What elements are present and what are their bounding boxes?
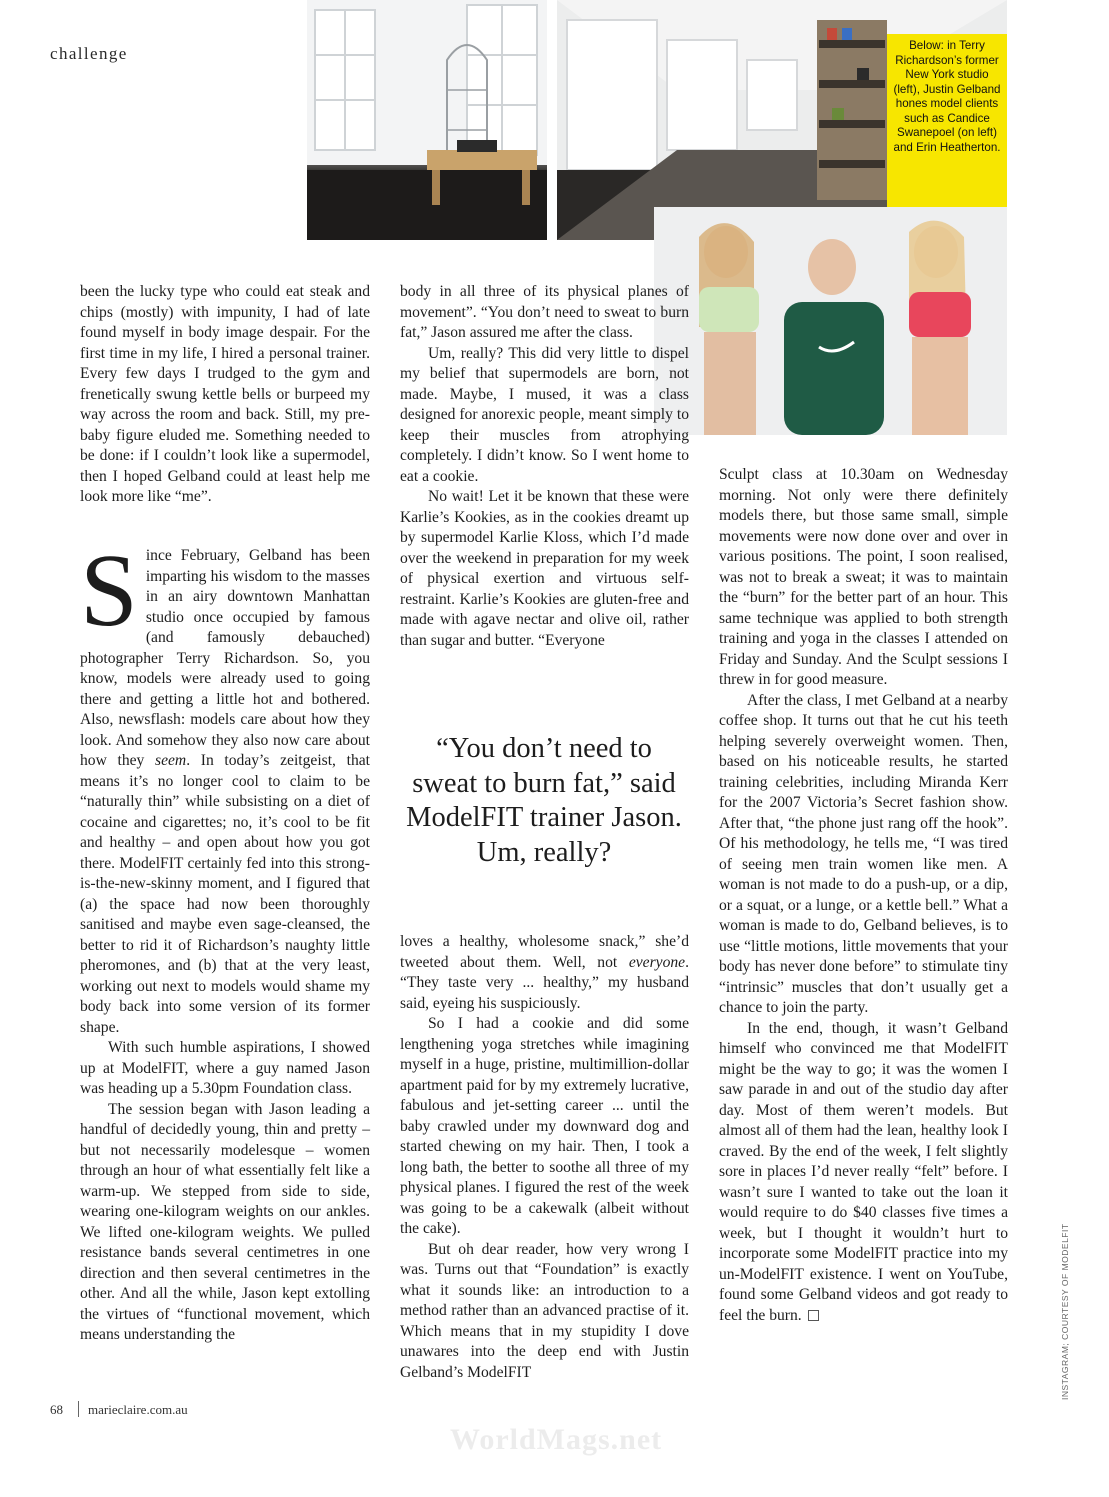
footer-divider (78, 1401, 79, 1417)
photo-credit: INSTAGRAM; COURTESY OF MODELFIT (1060, 1223, 1070, 1400)
body-paragraph: But oh dear reader, how very wrong I was. Turns out that “Foundation” is exactly what it sounds like: an introduction to a method rather than an advanced practise of it. Which means that in my stupidity I dove unawares into the deep end with Justin Gelband’s ModelFIT (400, 1240, 689, 1381)
footer-website: marieclaire.com.au (88, 1402, 188, 1417)
end-mark-icon (808, 1310, 819, 1321)
article-column-1-top (80, 282, 370, 508)
pull-quote: “You don’t need to sweat to burn fat,” said ModelFIT trainer Jason. Um, really? (406, 733, 682, 868)
body-paragraph: In the end, though, it wasn’t Gelband himself who convinced me that ModelFIT might be the way to go; it was the women I saw parade in and out of the studio day after day. Most of them weren’t models. But almost all of them had the lean, healthy look I craved. By the end of the week, I felt slightly sore in places I’d never really “felt” before. I wasn’t sure I wanted to take out the loan it would require to do $40 classes five times a week, but I thought it wouldn’t hurt to incorporate some ModelFIT practice into my un-ModelFIT existence. I went on YouTube, found some Gelband videos and got ready to feel the burn. (719, 1019, 1008, 1324)
trainer-with-models-photo (654, 207, 1007, 435)
trainer-with-models-illustration (654, 207, 1007, 435)
article-column-3 (719, 465, 1008, 1326)
body-paragraph: loves a healthy, wholesome snack,” she’d tweeted about them. Well, not everyone. “They taste very ... healthy,” my husband said, eyeing his suspiciously. (400, 933, 689, 1012)
section-label: challenge (50, 44, 128, 63)
body-paragraph: Sculpt class at 10.30am on Wednesday morning. Not only were there definitely models there, but those same small, simple movements were now done over and over in various positions. The point, I soon realised, was not to break a sweat; it was to maintain the “burn” for the better part of an hour. This same technique was applied to both strength training and yoga in the classes I attended on Friday and Sunday. And the Sculpt sessions I threw in for good measure. (719, 466, 1008, 688)
body-paragraph: After the class, I met Gelband at a nearby coffee shop. It turns out that he cut his teeth helping severely overweight women. Then, based on his noticeable results, he started training celebrities, including Miranda Kerr for the 2007 Victoria’s Secret fashion show. After that, “the phone just rang off the hook”. Of his methodology, he tells me, “I was tired of seeing men train women like men. A woman is not made to do a push-up, or a dip, or a squat, or a lunge, or a kettle bell.” What a woman is made to do, Gelband believes, is to use “little motions, little movements that your body has never done before” to stimulate tiny “intrinsic” muscles that don’t usually get a chance to join the party. (719, 691, 1008, 1016)
studio-photo-reformer-illustration (307, 0, 547, 240)
drop-cap: S (80, 533, 138, 648)
watermark: WorldMags.net (450, 1423, 663, 1456)
studio-photo-reformer (307, 0, 547, 240)
page-number: 68 (50, 1402, 63, 1417)
body-paragraph: Since February, Gelband has been imparting his wisdom to the masses in an airy downtown Manhattan studio once occupied by famous (and famously debauched) photographer Terry Richardson. So, you know, models were already used to going there and getting a little hot and bothered. Also, newsflash: models care about how they look. And somehow they also now care about how they seem. In today’s zeitgeist, that means it’s no longer cool to claim to be “naturally thin” while subsisting on a diet of cocaine and cigarettes; no, it’s cool to be fit and healthy – and open about how you got there. ModelFIT certainly fed into this strong-is-the-new-skinny moment, and I figured that (a) the space had now been thoroughly sanitised and maybe even sage-cleansed, the better to rid it of Richardson’s naughty little pheromones, and (b) that at the very least, working out next to models would shame my body back into some version of its former shape. (80, 533, 370, 1036)
photo-caption: Below: in Terry Richardson’s former New York studio (left), Justin Gelband hones model clients such as Candice Swanepoel (on left) and Erin Heatherton. (887, 34, 1007, 217)
article-column-2-bottom (400, 932, 689, 1383)
article-column-1 (80, 533, 370, 1346)
body-paragraph: Um, really? This did very little to dispel my belief that supermodels are born, not made. Maybe, I mused, it was a class designed for anorexic people, meant simply to keep their muscles from atrophying completely. I didn’t know. So I went home to eat a cookie. (400, 344, 689, 485)
article-column-2-top (400, 282, 689, 651)
body-paragraph: body in all three of its physical planes of movement”. “You don’t need to sweat to burn fat,” Jason assured me after the class. (400, 283, 689, 341)
body-paragraph: The session began with Jason leading a handful of decidedly young, thin and pretty – but not necessarily modelesque – women through an hour of what essentially felt like a warm-up. We stepped from side to side, wearing one-kilogram weights on our ankles. We lifted one-kilogram weights. We pulled resistance bands several centimetres in one direction and then several centimetres in the other. And all the while, Jason kept extolling the virtues of “functional movement, which means understanding the (80, 1100, 370, 1343)
body-paragraph: With such humble aspirations, I showed up at ModelFIT, where a guy named Jason was heading up a 5.30pm Foundation class. (80, 1039, 370, 1097)
body-paragraph: been the lucky type who could eat steak and chips (mostly) with impunity, I had of late found myself in body image despair. For the first time in my life, I hired a personal trainer. Every few days I trudged to the gym and frenetically swung kettle bells or burpeed my way across the room and back. Still, my pre-baby figure eluded me. Something needed to be done: if I couldn’t look like a supermodel, then I hoped Gelband could at least help me look more like “me”. (80, 283, 370, 505)
body-paragraph: So I had a cookie and did some lengthening yoga stretches while imagining myself in a huge, pristine, multimillion-dollar apartment paid for by my extremely lucrative, fabulous and jet-setting career ... until the baby crawled under my downward dog and started chewing on my hair. Then, I took a long bath, the better to soothe all three of my physical planes. I figured the rest of the week was going to be a cakewalk (albeit without the cake). (400, 1015, 689, 1237)
body-paragraph: No wait! Let it be known that these were Karlie’s Kookies, as in the cookies dreamt up by supermodel Karlie Kloss, which I’d made over the weekend in preparation for my week of physical exertion and virtuous self-restraint. Karlie’s Kookies are gluten-free and made with agave nectar and olive oil, rather than sugar and butter. “Everyone (400, 488, 689, 649)
